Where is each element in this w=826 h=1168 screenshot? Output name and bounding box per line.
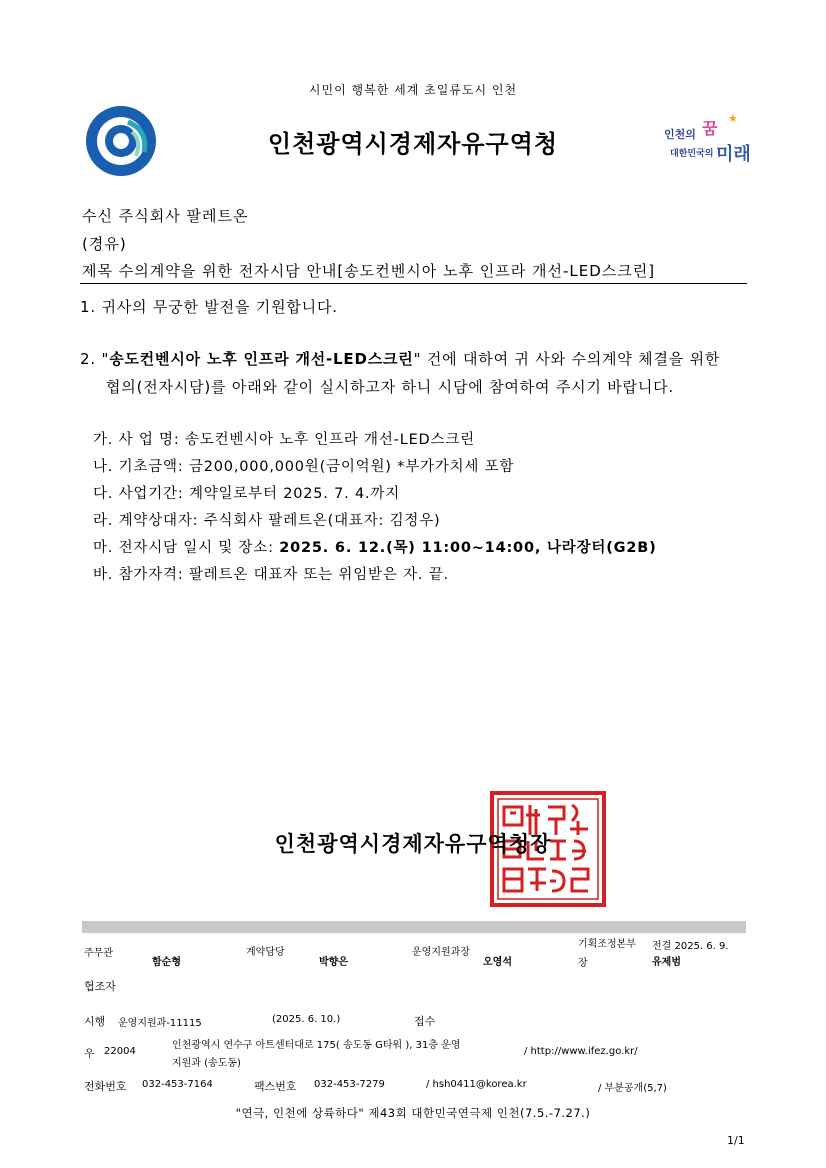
- logo-text-1: 인천의: [664, 128, 696, 141]
- incheon-dream-logo: [660, 112, 750, 168]
- homepage-link[interactable]: / http://www.ifez.go.kr/: [524, 1046, 638, 1057]
- paragraph-1: 1. 귀사의 무궁한 발전을 기원합니다.: [80, 298, 338, 316]
- paragraph-2-line2: 협의(전자시담)를 아래와 같이 실시하고자 하니 시담에 참여하여 주시기 바랍니다.: [106, 378, 674, 396]
- list-item: 마. 전자시담 일시 및 장소: 2025. 6. 12.(목) 11:00~14:00, 나라장터(G2B): [93, 540, 657, 556]
- recipient-via: (경유): [82, 235, 127, 253]
- approver-name: 오영석: [483, 957, 512, 968]
- address-line-2: 지원과 (송도동): [172, 1058, 241, 1069]
- enforce-label: 시행: [84, 1015, 106, 1028]
- approver-role-2: 장: [578, 958, 588, 969]
- logo-accent: 꿈: [702, 119, 718, 138]
- page-number: 1/1: [727, 1134, 745, 1147]
- fax-number: 032-453-7279: [314, 1079, 385, 1090]
- footer-bar: [82, 921, 746, 933]
- list-item: 다. 사업기간: 계약일로부터 2025. 7. 4.까지: [93, 486, 401, 502]
- logo-text-2: 대한민국의: [670, 149, 714, 159]
- approver-role: 주무관: [84, 948, 113, 959]
- list-item: 라. 계약상대자: 주식회사 팔레트온(대표자: 김정우): [93, 513, 441, 529]
- receipt-label: 접수: [414, 1015, 436, 1028]
- email-link[interactable]: / hsh0411@korea.kr: [426, 1079, 527, 1090]
- p2-rest: " 건에 대하여 귀 사와 수의계약 체결을 위한: [413, 350, 721, 368]
- disclosure-status: / 부분공개(5,7): [598, 1083, 667, 1094]
- org-title: 인천광역시경제자유구역청: [267, 130, 559, 158]
- enforce-date: (2025. 6. 10.): [272, 1014, 341, 1025]
- tel-label: 전화번호: [84, 1080, 127, 1093]
- enforce-number: 운영지원과-11115: [118, 1018, 202, 1029]
- cooperator-label: 협조자: [84, 980, 116, 993]
- recipient-to: 수신 주식회사 팔레트온: [82, 207, 249, 225]
- paragraph-2: [80, 348, 720, 369]
- campaign-slogan: "연극, 인천에 상륙하다" 제43회 대한민국연극제 인천(7.5.-7.27.): [235, 1106, 591, 1120]
- p2-prefix: 2. ": [80, 350, 110, 368]
- zip-label: 우: [84, 1047, 95, 1060]
- tel-number: 032-453-7164: [142, 1079, 213, 1090]
- approval-date: 전결 2025. 6. 9.: [652, 941, 729, 952]
- sender-title: 인천광역시경제자유구역청장: [274, 832, 552, 856]
- star-icon: ★: [728, 112, 738, 125]
- approver-name: 유제범: [652, 957, 681, 968]
- zip-code: 22004: [104, 1046, 136, 1057]
- approver-name: 함순형: [152, 957, 181, 968]
- slogan: 시민이 행복한 세계 초일류도시 인천: [308, 83, 518, 97]
- address-line-1: 인천광역시 연수구 아트센터대로 175( 송도동 G타워 ), 31층 운영: [172, 1040, 461, 1051]
- approver-role: 계약담당: [246, 947, 285, 958]
- approver-role: 운영지원과장: [412, 947, 470, 958]
- list-item: 나. 기초금액: 금200,000,000원(금이억원) *부가가치세 포함: [93, 459, 515, 475]
- p2-project-name: 송도컨벤시아 노후 인프라 개선-LED스크린: [109, 350, 414, 368]
- subject-line: 제목 수의계약을 위한 전자시담 안내[송도컨벤시아 노후 인프라 개선-LED스크린]: [82, 262, 656, 280]
- list-item: 가. 사 업 명: 송도컨벤시아 노후 인프라 개선-LED스크린: [93, 432, 475, 448]
- fax-label: 팩스번호: [254, 1080, 297, 1093]
- logo-accent-2: 미래: [716, 144, 751, 165]
- approver-role: 기획조정본부: [578, 939, 636, 950]
- approver-name: 박향은: [319, 957, 348, 968]
- divider: [80, 283, 747, 284]
- list-item: 바. 참가자격: 팔레트온 대표자 또는 위임받은 자. 끝.: [93, 567, 449, 583]
